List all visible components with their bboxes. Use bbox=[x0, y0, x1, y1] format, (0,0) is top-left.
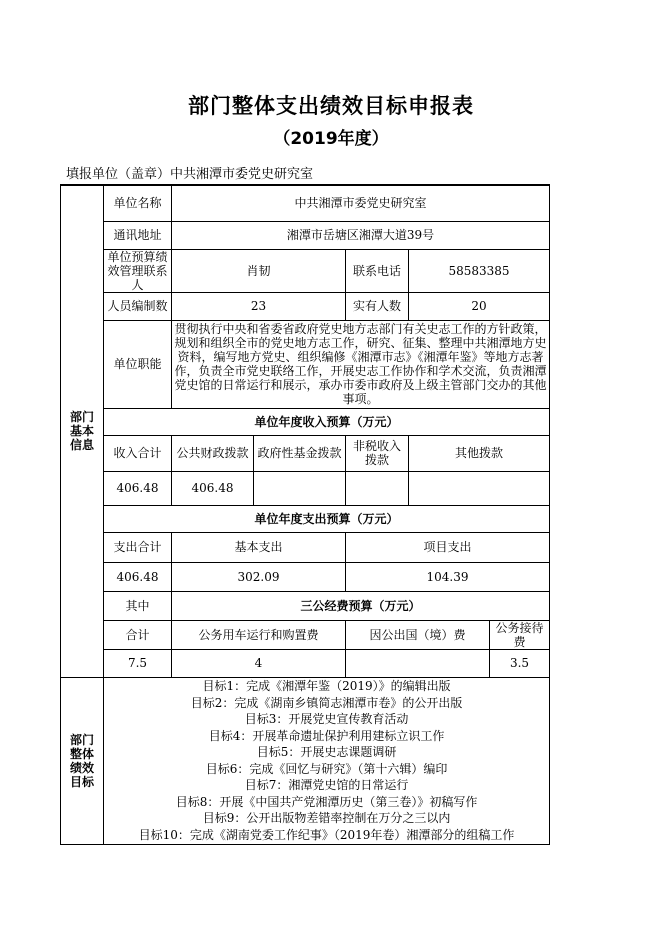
staff-quota-label: 人员编制数 bbox=[104, 292, 172, 320]
three-public-heading: 三公经费预算（万元） bbox=[172, 591, 550, 620]
goal-item: 目标9：公开出版物差错率控制在万分之三以内 bbox=[202, 811, 451, 825]
row-contact bbox=[61, 249, 550, 292]
row-income-heading bbox=[61, 408, 550, 435]
three-public-value: 3.5 bbox=[490, 649, 550, 677]
row-unit-name bbox=[61, 185, 550, 221]
row-goals bbox=[61, 677, 550, 844]
income-budget-heading: 单位年度收入预算（万元） bbox=[104, 408, 550, 435]
income-value bbox=[409, 471, 550, 505]
row-address bbox=[61, 221, 550, 249]
row-three-public-values bbox=[61, 649, 550, 677]
three-public-value: 4 bbox=[172, 649, 346, 677]
row-three-public-headers bbox=[61, 620, 550, 649]
goal-item: 目标10：完成《湖南党委工作纪事》（2019年卷）湘潭部分的组稿工作 bbox=[138, 827, 515, 842]
goal-item: 目标6：完成《回忆与研究》（第十六辑）编印 bbox=[205, 761, 448, 776]
expense-header: 项目支出 bbox=[346, 532, 550, 562]
phone-value: 58583385 bbox=[409, 249, 550, 292]
expense-budget-heading: 单位年度支出预算（万元） bbox=[104, 505, 550, 532]
expense-header: 支出合计 bbox=[104, 532, 172, 562]
actual-staff-label: 实有人数 bbox=[346, 292, 409, 320]
form-year: （2019年度） bbox=[273, 129, 389, 149]
phone-label: 联系电话 bbox=[346, 249, 409, 292]
goals-section-label: 部门整体绩效目标 bbox=[61, 677, 104, 844]
goal-item: 目标3：开展党史宣传教育活动 bbox=[244, 712, 409, 726]
income-header: 政府性基金拨款 bbox=[254, 435, 346, 471]
actual-staff-value: 20 bbox=[409, 292, 550, 320]
basic-info-section-label: 部门基本信息 bbox=[61, 185, 104, 677]
goal-item: 目标4：开展革命遗址保护利用建标立识工作 bbox=[208, 728, 445, 743]
income-header: 其他拨款 bbox=[409, 435, 550, 471]
row-income-headers bbox=[61, 435, 550, 471]
row-duty bbox=[61, 320, 550, 408]
goal-item: 目标2：完成《湖南乡镇简志湘潭市卷》的公开出版 bbox=[190, 695, 463, 710]
expense-header: 基本支出 bbox=[172, 532, 346, 562]
income-header: 非税收入拨款 bbox=[346, 435, 409, 471]
row-three-public-heading bbox=[61, 591, 550, 620]
row-staff bbox=[61, 292, 550, 320]
filling-unit: 填报单位（盖章）中共湘潭市委党史研究室 bbox=[66, 167, 314, 182]
goal-item: 目标8：开展《中国共产党湘潭历史（第三卷）》初稿写作 bbox=[175, 794, 478, 809]
three-public-value: 7.5 bbox=[104, 649, 172, 677]
duty-text: 贯彻执行中央和省委省政府党史地方志部门有关史志工作的方针政策，规划和组织全市的党史地方志工作，研究、征集、整理中共湘潭地方史资料，编写地方党史、组织编修《湘潭市志》《湘潭年鉴》等地方志著作，负责全市党史联络工作，开展史志工作协作和学术交流，负责湘潭党史馆的日常运行和展示，承办市委市政府及上级主管部门交办的其他事项。 bbox=[172, 320, 550, 408]
three-public-header: 公务接待费 bbox=[490, 620, 550, 649]
performance-form-table bbox=[60, 184, 550, 845]
income-value bbox=[346, 471, 409, 505]
expense-value: 104.39 bbox=[346, 562, 550, 591]
row-expense-headers bbox=[61, 532, 550, 562]
income-value bbox=[254, 471, 346, 505]
contact-label: 单位预算绩效管理联系人 bbox=[104, 249, 172, 292]
three-public-header: 公务用车运行和购置费 bbox=[172, 620, 346, 649]
staff-quota-value: 23 bbox=[172, 292, 346, 320]
goal-item: 目标1：完成《湘潭年鉴（2019）》的编辑出版 bbox=[202, 679, 451, 693]
three-public-header: 因公出国（境）费 bbox=[346, 620, 490, 649]
address-value: 湘潭市岳塘区湘潭大道39号 bbox=[172, 221, 550, 249]
form-title: 部门整体支出绩效目标申报表 bbox=[188, 94, 474, 118]
duty-label: 单位职能 bbox=[104, 320, 172, 408]
unit-name-value: 中共湘潭市委党史研究室 bbox=[172, 185, 550, 221]
goal-item: 目标7：湘潭党史馆的日常运行 bbox=[244, 778, 409, 792]
three-public-value bbox=[346, 649, 490, 677]
goal-item: 目标5：开展史志课题调研 bbox=[256, 745, 397, 759]
row-expense-values bbox=[61, 562, 550, 591]
income-header: 公共财政拨款 bbox=[172, 435, 254, 471]
contact-name-value: 肖韧 bbox=[172, 249, 346, 292]
row-income-values bbox=[61, 471, 550, 505]
income-value: 406.48 bbox=[172, 471, 254, 505]
income-header: 收入合计 bbox=[104, 435, 172, 471]
goals-list bbox=[104, 677, 550, 844]
three-public-header: 合计 bbox=[104, 620, 172, 649]
among-label: 其中 bbox=[104, 591, 172, 620]
income-value: 406.48 bbox=[104, 471, 172, 505]
address-label: 通讯地址 bbox=[104, 221, 172, 249]
expense-value: 302.09 bbox=[172, 562, 346, 591]
expense-value: 406.48 bbox=[104, 562, 172, 591]
row-expense-heading bbox=[61, 505, 550, 532]
unit-name-label: 单位名称 bbox=[104, 185, 172, 221]
